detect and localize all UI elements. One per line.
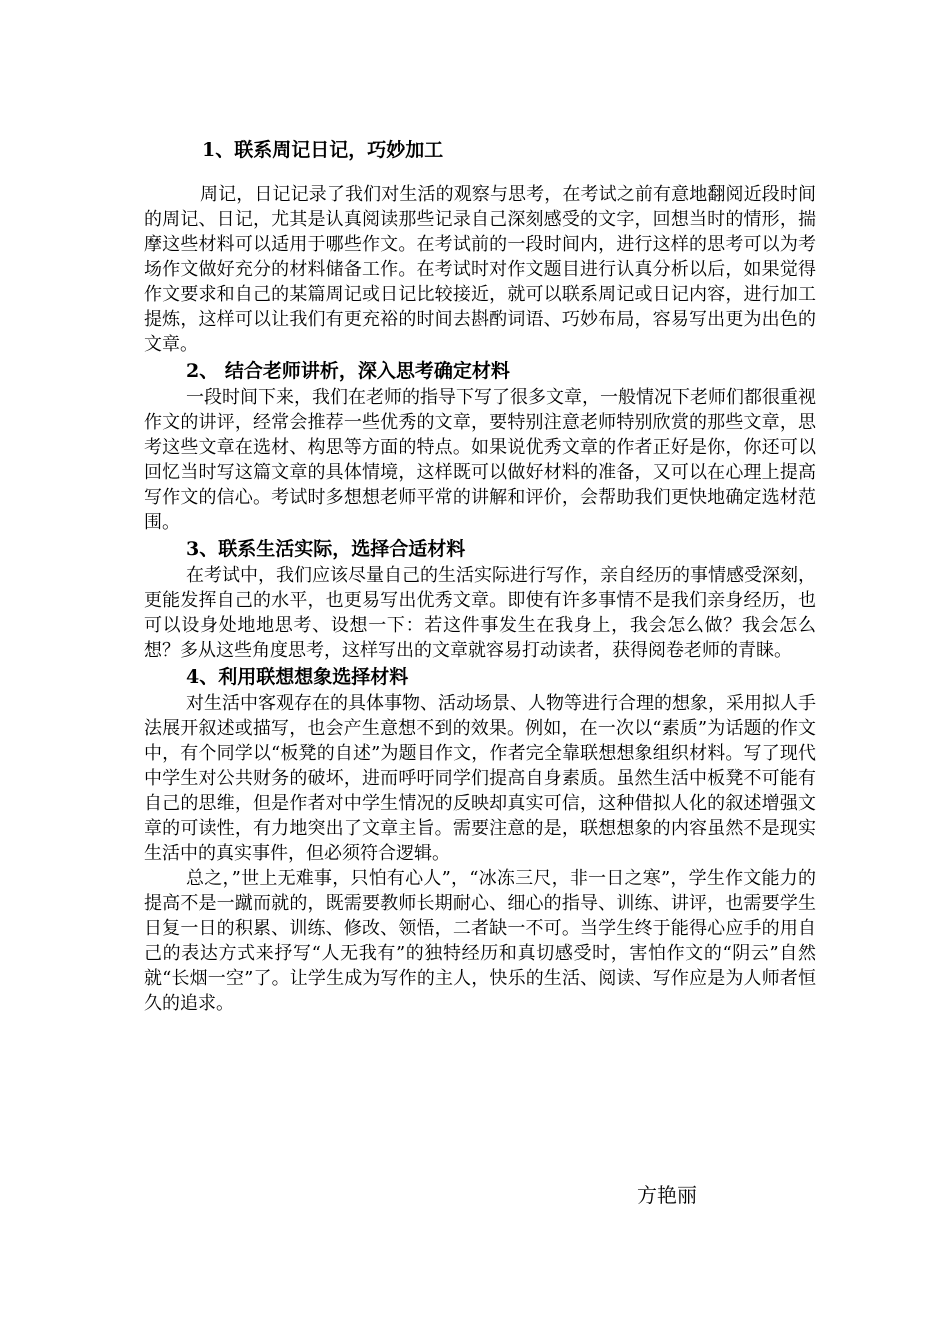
section-heading-4: 4、利用联想想象选择材料: [186, 666, 409, 688]
section-paragraph-2: 一段时间下来，我们在老师的指导下写了很多文章，一般情况下老师们都很重视作文的讲评，经常会推荐一些优秀的文章，要特别注意老师特别欣赏的那些文章，思考这些文章在选材、构思等方面的特点。如果说优秀文章的作者正好是你，你还可以回忆当时写这篇文章的具体情境，这样既可以做好材料的准备，又可以在心理上提高写作文的信心。考试时多想想老师平常的讲解和评价，会帮助我们更快地确定选材范围。: [144, 387, 816, 533]
section-paragraph-4: 对生活中客观存在的具体事物、活动场景、人物等进行合理的想象，采用拟人手法展开叙述或描写，也会产生意想不到的效果。例如，在一次以“素质”为话题的作文中，有个同学以“板凳的自述”为题目作文，作者完全靠联想想象组织材料。写了现代中学生对公共财务的破坏，进而呼吁同学们提高自身素质。虽然生活中板凳不可能有自己的思维，但是作者对中学生情况的反映却真实可信，这种借拟人化的叙述增强文章的可读性，有力地突出了文章主旨。需要注意的是，联想想象的内容虽然不是现实生活中的真实事件，但必须符合逻辑。: [144, 693, 816, 864]
conclusion-paragraph: 总之，”世上无难事，只怕有心人”，“冰冻三尺，非一日之寒”，学生作文能力的提高不是一蹴而就的，既需要教师长期耐心、细心的指导、训练、讲评，也需要学生日复一日的积累、训练、修改、领悟，二者缺一不可。当学生终于能得心应手的用自己的表达方式来抒写“人无我有”的独特经历和真切感受时，害怕作文的“阴云”自然就“长烟一空”了。让学生成为写作的主人，快乐的生活、阅读、写作应是为人师者恒久的追求。: [144, 868, 816, 1014]
section-paragraph-1: 周记，日记记录了我们对生活的观察与思考，在考试之前有意地翻阅近段时间的周记、日记，尤其是认真阅读那些记录自己深刻感受的文字，回想当时的情形，揣摩这些材料可以适用于哪些作文。在考试前的一段时间内，进行这样的思考可以为考场作文做好充分的材料储备工作。在考试时对作文题目进行认真分析以后，如果觉得作文要求和自己的某篇周记或日记比较接近，就可以联系周记或日记内容，进行加工提炼，这样可以让我们有更充裕的时间去斟酌词语、巧妙布局，容易写出更为出色的文章。: [144, 184, 816, 355]
section-paragraph-3: 在考试中，我们应该尽量自己的生活实际进行写作，亲自经历的事情感受深刻，更能发挥自己的水平，也更易写出优秀文章。即使有许多事情不是我们亲身经历，也可以设身处地地思考、设想一下：若这件事发生在我身上，我会怎么做？我会怎么想？多从这些角度思考，这样写出的文章就容易打动读者，获得阅卷老师的青睐。: [144, 565, 816, 661]
document-body: [144, 136, 816, 1016]
author-name: 方艳丽: [637, 1183, 697, 1207]
section-heading-2: 2、 结合老师讲析，深入思考确定材料: [186, 360, 510, 382]
section-heading-3: 3、联系生活实际，选择合适材料: [186, 538, 466, 560]
section-heading-1: 1、联系周记日记，巧妙加工: [202, 139, 444, 161]
